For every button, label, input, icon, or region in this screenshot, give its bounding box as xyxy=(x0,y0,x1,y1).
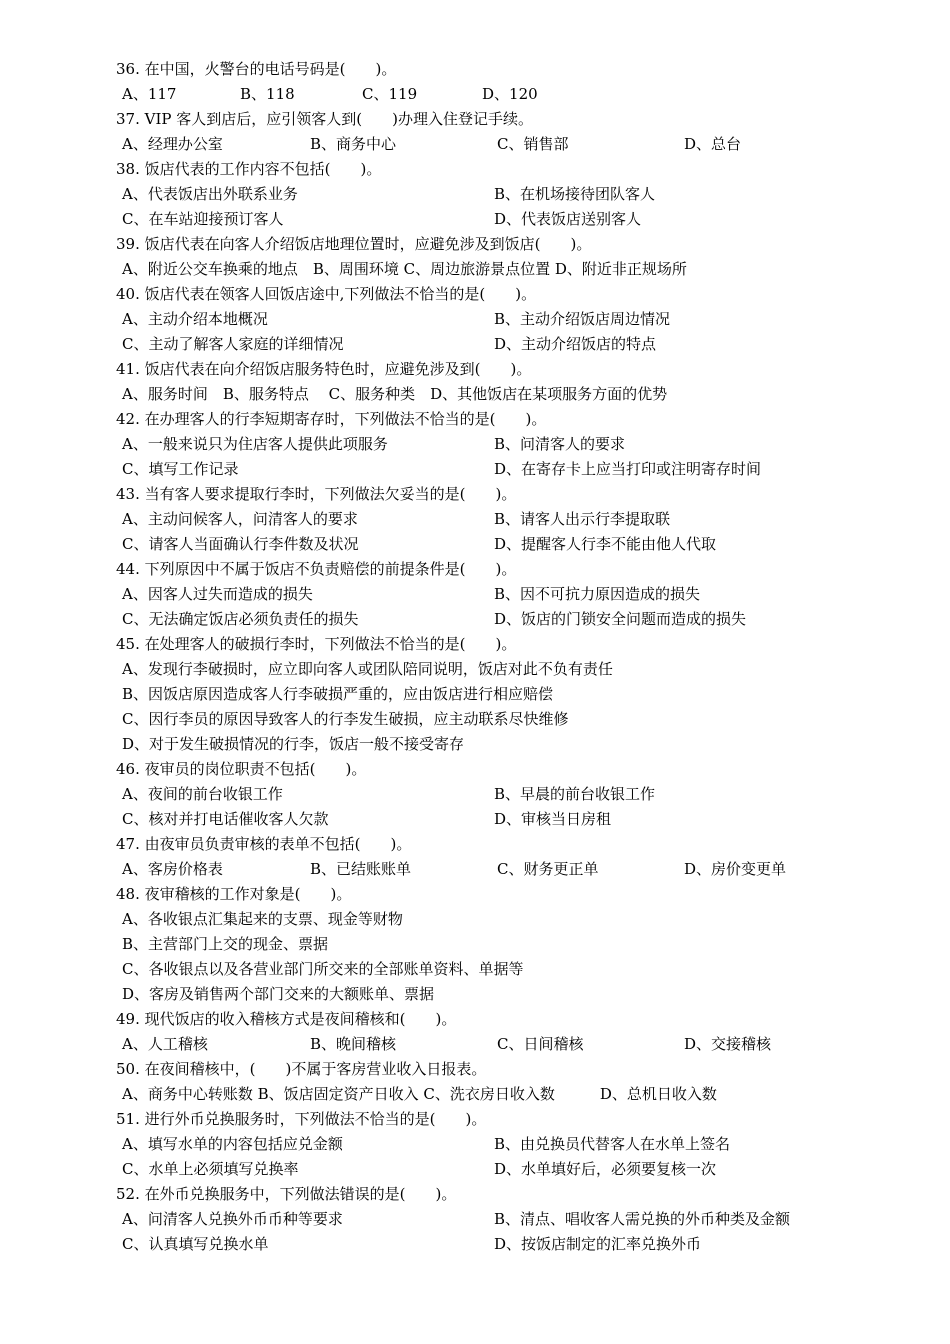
option-row xyxy=(0,257,950,282)
option-b: B、在机场接待团队客人 xyxy=(494,185,656,203)
option-row xyxy=(0,582,950,607)
option-row xyxy=(0,332,950,357)
option-row xyxy=(0,457,950,482)
question-text: 40. 饭店代表在领客人回饭店途中,下列做法不恰当的是( )。 xyxy=(116,285,537,303)
exam-page xyxy=(0,57,950,1257)
option-c: C、销售部 xyxy=(497,135,569,153)
option-b: B、因不可抗力原因造成的损失 xyxy=(494,585,701,603)
option-c: C、各收银点以及各营业部门所交来的全部账单资料、单据等 xyxy=(122,960,524,978)
option-row xyxy=(0,82,950,107)
option-row xyxy=(0,657,950,682)
option-b: B、由兑换员代替客人在水单上签名 xyxy=(494,1135,731,1153)
options-line: A、商务中心转账数 B、饭店固定资产日收入 C、洗衣房日收入数 D、总机日收入数 xyxy=(122,1085,717,1103)
option-a: A、代表饭店出外联系业务 xyxy=(122,185,298,203)
option-c: C、主动了解客人家庭的详细情况 xyxy=(122,335,344,353)
option-a: A、客房价格表 xyxy=(122,860,223,878)
option-a: A、各收银点汇集起来的支票、现金等财物 xyxy=(122,910,403,928)
option-d: D、在寄存卡上应当打印或注明寄存时间 xyxy=(494,460,762,478)
option-a: A、经理办公室 xyxy=(122,135,223,153)
option-row xyxy=(0,607,950,632)
question-text: 39. 饭店代表在向客人介绍饭店地理位置时，应避免涉及到饭店( )。 xyxy=(116,235,592,253)
question-text: 46. 夜审员的岗位职责不包括( )。 xyxy=(116,760,367,778)
option-a: A、问清客人兑换外币币种等要求 xyxy=(122,1210,343,1228)
options-line: A、附近公交车换乘的地点 B、周围环境 C、周边旅游景点位置 D、附近非正规场所 xyxy=(122,260,687,278)
option-c: C、日间稽核 xyxy=(497,1035,584,1053)
option-row xyxy=(0,307,950,332)
option-b: B、商务中心 xyxy=(310,135,397,153)
question-text: 49. 现代饭店的收入稽核方式是夜间稽核和( )。 xyxy=(116,1010,457,1028)
question-text: 50. 在夜间稽核中，( )不属于客房营业收入日报表。 xyxy=(116,1060,487,1078)
question-text: 44. 下列原因中不属于饭店不负责赔偿的前提条件是( )。 xyxy=(116,560,517,578)
option-a: A、人工稽核 xyxy=(122,1035,208,1053)
option-row xyxy=(0,782,950,807)
option-row xyxy=(0,707,950,732)
option-a: A、主动介绍本地概况 xyxy=(122,310,268,328)
option-d: D、按饭店制定的汇率兑换外币 xyxy=(494,1235,702,1253)
option-row xyxy=(0,1132,950,1157)
question-text: 41. 饭店代表在向介绍饭店服务特色时，应避免涉及到( )。 xyxy=(116,360,532,378)
option-row xyxy=(0,532,950,557)
option-d: D、房价变更单 xyxy=(684,860,787,878)
option-a: A、117 xyxy=(122,85,177,103)
question-text: 38. 饭店代表的工作内容不包括( )。 xyxy=(116,160,382,178)
option-row xyxy=(0,207,950,232)
option-row xyxy=(0,132,950,157)
question-text: 45. 在处理客人的破损行李时，下列做法不恰当的是( )。 xyxy=(116,635,517,653)
option-a: A、夜间的前台收银工作 xyxy=(122,785,283,803)
option-b: B、清点、唱收客人需兑换的外币种类及金额 xyxy=(494,1210,791,1228)
option-b: B、已结账账单 xyxy=(310,860,412,878)
option-a: A、因客人过失而造成的损失 xyxy=(122,585,313,603)
option-b: B、请客人出示行李提取联 xyxy=(494,510,671,528)
option-b: B、118 xyxy=(240,85,295,103)
option-c: C、因行李员的原因导致客人的行李发生破损，应主动联系尽快维修 xyxy=(122,710,569,728)
option-d: D、提醒客人行李不能由他人代取 xyxy=(494,535,717,553)
option-d: D、对于发生破损情况的行李，饭店一般不接受寄存 xyxy=(122,735,465,753)
question-text: 47. 由夜审员负责审核的表单不包括( )。 xyxy=(116,835,412,853)
option-row xyxy=(0,1157,950,1182)
option-c: C、无法确定饭店必须负责任的损失 xyxy=(122,610,359,628)
question-text: 37. VIP 客人到店后，应引领客人到( )办理入住登记手续。 xyxy=(116,110,533,128)
option-row xyxy=(0,1232,950,1257)
option-row xyxy=(0,982,950,1007)
option-row xyxy=(0,732,950,757)
option-row xyxy=(0,682,950,707)
option-row xyxy=(0,507,950,532)
option-row xyxy=(0,807,950,832)
option-row xyxy=(0,182,950,207)
options-line: A、服务时间 B、服务特点 C、服务种类 D、其他饭店在某项服务方面的优势 xyxy=(122,385,668,403)
option-c: C、核对并打电话催收客人欠款 xyxy=(122,810,329,828)
option-row xyxy=(0,1207,950,1232)
question-text: 51. 进行外币兑换服务时，下列做法不恰当的是( )。 xyxy=(116,1110,487,1128)
question-text: 48. 夜审稽核的工作对象是( )。 xyxy=(116,885,352,903)
option-d: D、120 xyxy=(482,85,538,103)
option-b: B、因饭店原因造成客人行李破损严重的，应由饭店进行相应赔偿 xyxy=(122,685,554,703)
option-d: D、饭店的门锁安全问题而造成的损失 xyxy=(494,610,747,628)
question-text: 43. 当有客人要求提取行李时，下列做法欠妥当的是( )。 xyxy=(116,485,517,503)
option-row xyxy=(0,957,950,982)
question-text: 52. 在外币兑换服务中，下列做法错误的是( )。 xyxy=(116,1185,457,1203)
option-d: D、审核当日房租 xyxy=(494,810,612,828)
option-a: A、发现行李破损时，应立即向客人或团队陪同说明，饭店对此不负有责任 xyxy=(122,660,613,678)
option-a: A、填写水单的内容包括应兑金额 xyxy=(122,1135,343,1153)
option-c: C、水单上必须填写兑换率 xyxy=(122,1160,299,1178)
option-row xyxy=(0,932,950,957)
option-b: B、主动介绍饭店周边情况 xyxy=(494,310,671,328)
option-a: A、主动问候客人，问清客人的要求 xyxy=(122,510,358,528)
option-d: D、总台 xyxy=(684,135,742,153)
option-row xyxy=(0,432,950,457)
option-c: C、填写工作记录 xyxy=(122,460,239,478)
option-row xyxy=(0,1082,950,1107)
option-c: C、财务更正单 xyxy=(497,860,599,878)
option-c: C、119 xyxy=(362,85,418,103)
option-d: D、代表饭店送别客人 xyxy=(494,210,642,228)
option-d: D、客房及销售两个部门交来的大额账单、票据 xyxy=(122,985,435,1003)
question-text: 42. 在办理客人的行李短期寄存时，下列做法不恰当的是( )。 xyxy=(116,410,547,428)
option-row xyxy=(0,857,950,882)
option-row xyxy=(0,1032,950,1057)
question-text: 36. 在中国，火警台的电话号码是( )。 xyxy=(116,60,397,78)
option-c: C、在车站迎接预订客人 xyxy=(122,210,284,228)
option-b: B、主营部门上交的现金、票据 xyxy=(122,935,329,953)
option-row xyxy=(0,382,950,407)
option-b: B、早晨的前台收银工作 xyxy=(494,785,656,803)
option-d: D、交接稽核 xyxy=(684,1035,772,1053)
option-a: A、一般来说只为住店客人提供此项服务 xyxy=(122,435,388,453)
option-b: B、晚间稽核 xyxy=(310,1035,397,1053)
option-d: D、水单填好后，必须要复核一次 xyxy=(494,1160,717,1178)
option-c: C、认真填写兑换水单 xyxy=(122,1235,269,1253)
option-row xyxy=(0,907,950,932)
option-c: C、请客人当面确认行李件数及状况 xyxy=(122,535,359,553)
option-d: D、主动介绍饭店的特点 xyxy=(494,335,657,353)
option-b: B、问清客人的要求 xyxy=(494,435,626,453)
